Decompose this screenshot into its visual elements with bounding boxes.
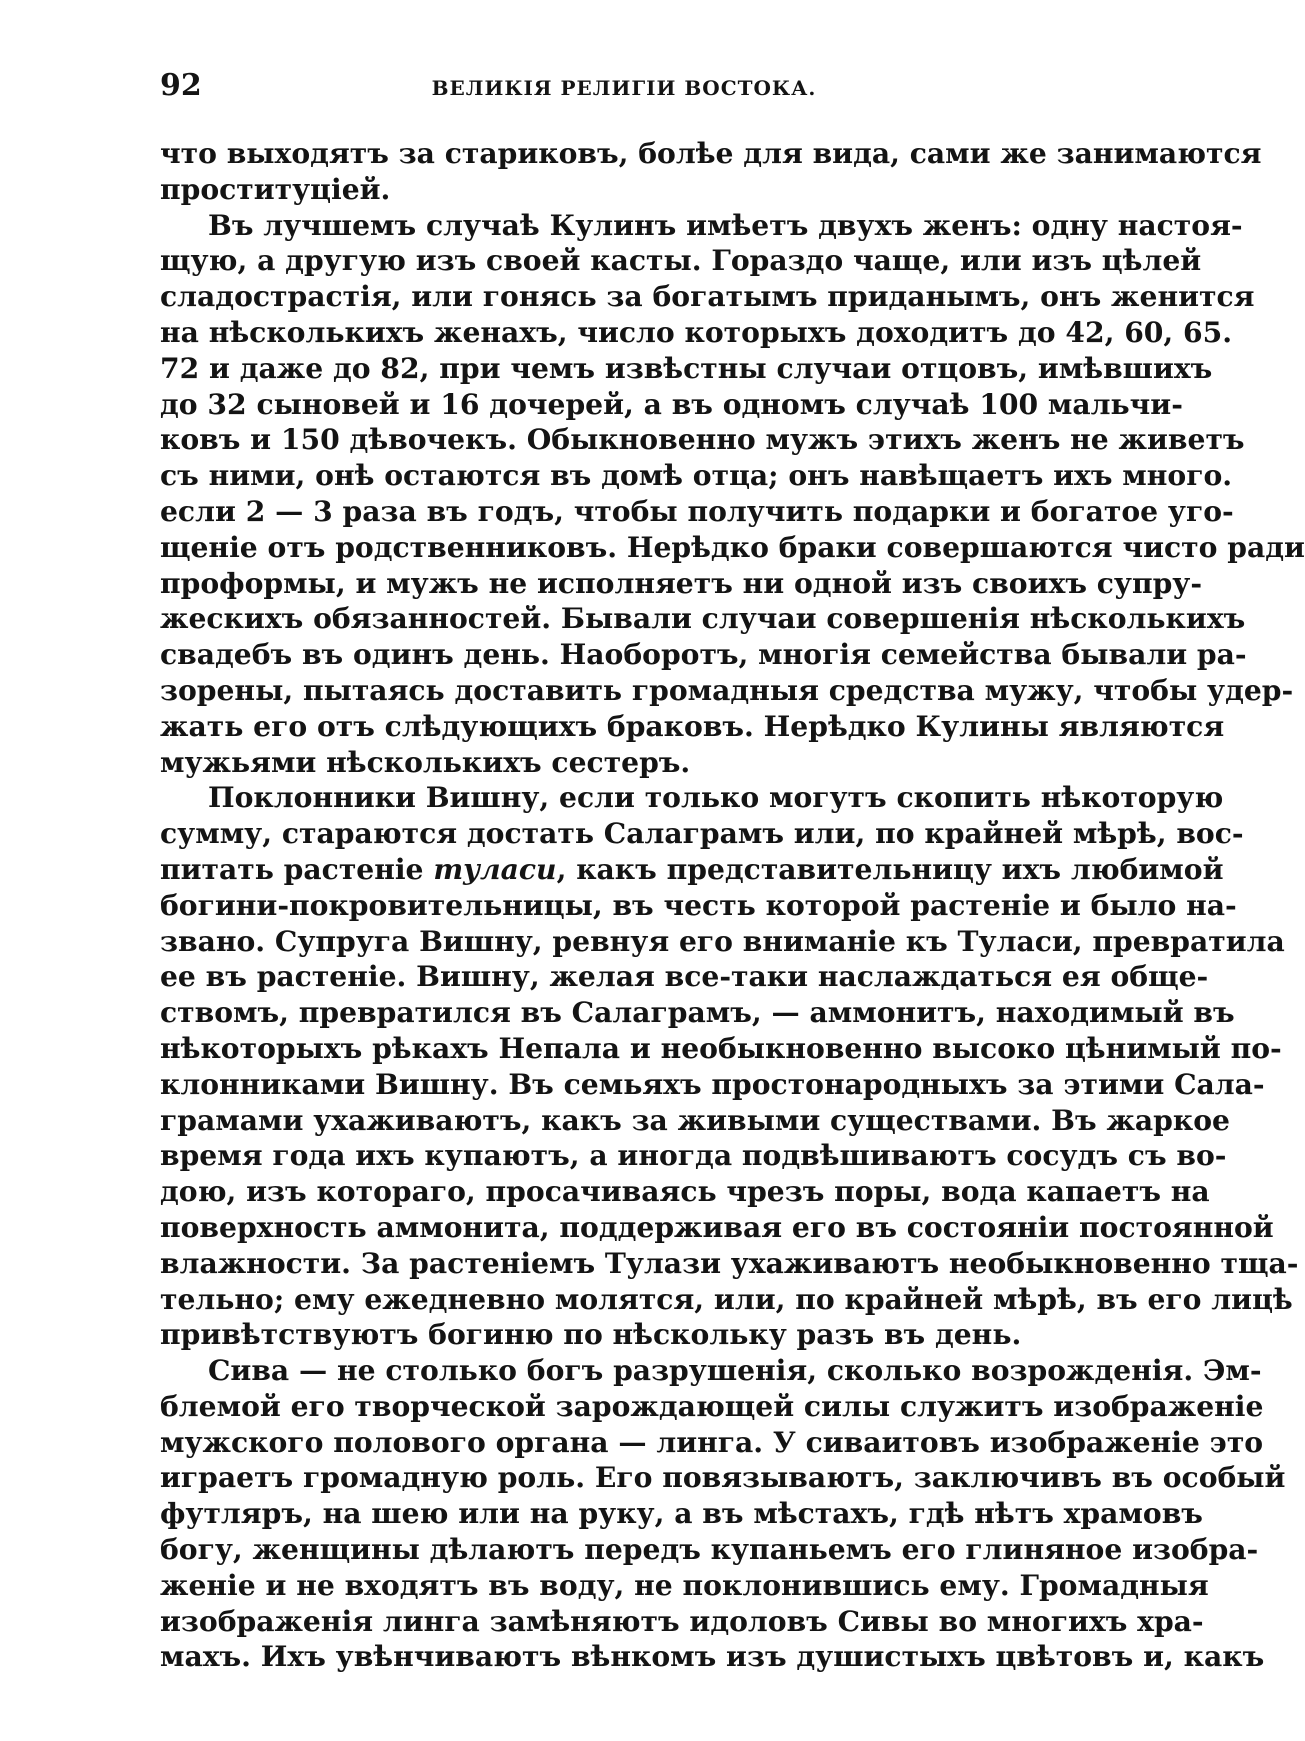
text-line: богини-покровительницы, въ честь которой растеніе и было на- xyxy=(160,888,1237,922)
text-line: махъ. Ихъ увѣнчиваютъ вѣнкомъ изъ душистыхъ цвѣтовъ и, какъ xyxy=(160,1640,1265,1674)
body-text xyxy=(160,136,1305,1675)
text-line: до 32 сыновей и 16 дочерей, а въ одномъ случаѣ 100 мальчи- xyxy=(160,387,1183,421)
text-line: грамами ухаживаютъ, какъ за живыми существами. Въ жаркое xyxy=(160,1103,1230,1137)
text-line: женіе и не входятъ въ воду, не поклонившись ему. Громадныя xyxy=(160,1568,1209,1602)
text-line: жать его отъ слѣдующихъ браковъ. Нерѣдко Кулины являются xyxy=(160,709,1225,743)
text-line: проформы, и мужъ не исполняетъ ни одной изъ своихъ супру- xyxy=(160,566,1203,600)
text-line: влажности. За растеніемъ Тулази ухаживаютъ необыкновенно тща- xyxy=(160,1246,1299,1280)
text-line: тельно; ему ежедневно молятся, или, по крайней мѣрѣ, въ его лицѣ xyxy=(160,1282,1293,1316)
text-line: играетъ громадную роль. Его повязываютъ, заключивъ въ особый xyxy=(160,1461,1286,1495)
text-line: мужского полового органа — линга. У сиваитовъ изображеніе это xyxy=(160,1425,1264,1459)
text-line: ствомъ, превратился въ Салаграмъ, — аммонитъ, находимый въ xyxy=(160,996,1235,1030)
text-line: свадебъ въ одинъ день. Наоборотъ, многія семейства бывали ра- xyxy=(160,638,1247,672)
text-line: проституціей. xyxy=(160,172,391,206)
page-header xyxy=(160,66,1128,106)
text-line: 72 и даже до 82, при чемъ извѣстны случаи отцовъ, имѣвшихъ xyxy=(160,351,1213,385)
text-line: Въ лучшемъ случаѣ Кулинъ имѣетъ двухъ женъ: одну настоя- xyxy=(208,208,1243,242)
text-line: если 2 — 3 раза въ годъ, чтобы получить подарки и богатое уго- xyxy=(160,494,1234,528)
text-line: Сива — не столько богъ разрушенія, сколько возрожденія. Эм- xyxy=(208,1354,1262,1388)
text-line: что выходятъ за стариковъ, болѣе для вида, сами же занимаются xyxy=(160,137,1262,170)
text-line: поверхность аммонита, поддерживая его въ состояніи постоянной xyxy=(160,1210,1274,1244)
text-line: дою, изъ котораго, просачиваясь чрезъ поры, вода капаетъ на xyxy=(160,1175,1210,1209)
text-line: нѣкоторыхъ рѣкахъ Непала и необыкновенно высоко цѣнимый по- xyxy=(160,1031,1282,1065)
text-line: на нѣсколькихъ женахъ, число которыхъ доходитъ до 42, 60, 65. xyxy=(160,315,1233,349)
text-line: изображенія линга замѣняютъ идоловъ Сивы во многихъ хра- xyxy=(160,1604,1204,1638)
text-line: богу, женщины дѣлаютъ передъ купаньемъ его глиняное изобра- xyxy=(160,1533,1259,1567)
text-line: съ ними, онѣ остаются въ домѣ отца; онъ навѣщаетъ ихъ много. xyxy=(160,459,1233,493)
text-line: щеніе отъ родственниковъ. Нерѣдко браки совершаются чисто ради xyxy=(160,530,1305,564)
page-number: 92 xyxy=(160,68,202,103)
text-line: блемой его творческой зарождающей силы служитъ изображеніе xyxy=(160,1389,1264,1423)
text-line: зорены, пытаясь доставить громадныя средства мужу, чтобы удер- xyxy=(160,673,1294,707)
text-line: сумму, стараются достать Салаграмъ или, по крайней мѣрѣ, вос- xyxy=(160,817,1244,851)
text-line: Поклонники Вишну, если только могутъ скопить нѣкоторую xyxy=(208,781,1224,815)
text-line-with-italic: питать растеніе тулаcи, какъ представительницу ихъ любимой xyxy=(160,852,1224,886)
text-line: мужьями нѣсколькихъ сестеръ. xyxy=(160,745,691,779)
text-line: привѣтствуютъ богиню по нѣскольку разъ въ день. xyxy=(160,1318,1022,1352)
text-line: ковъ и 150 дѣвочекъ. Обыкновенно мужъ этихъ женъ не живетъ xyxy=(160,423,1245,457)
text-line: ее въ растеніе. Вишну, желая все-таки наслаждаться ея обще- xyxy=(160,960,1209,994)
text-line: футляръ, на шею или на руку, а въ мѣстахъ, гдѣ нѣтъ храмовъ xyxy=(160,1497,1203,1531)
running-title: ВЕЛИКІЯ РЕЛИГІИ ВОСТОКА. xyxy=(431,76,817,100)
italic-term: тулаcи xyxy=(433,852,557,886)
text-line: щую, а другую изъ своей касты. Гораздо чаще, или изъ цѣлей xyxy=(160,244,1202,278)
text-line: время года ихъ купаютъ, а иногда подвѣшиваютъ сосудъ съ во- xyxy=(160,1139,1227,1173)
text-line: жескихъ обязанностей. Бывали случаи совершенія нѣсколькихъ xyxy=(160,602,1246,636)
text-line: сладострастія, или гонясь за богатымъ приданымъ, онъ женится xyxy=(160,280,1255,314)
text-line: звано. Супруга Вишну, ревнуя его вниманіе къ Туласи, превратила xyxy=(160,924,1285,958)
text-line: клонниками Вишну. Въ семьяхъ простонародныхъ за этими Сала- xyxy=(160,1067,1265,1101)
